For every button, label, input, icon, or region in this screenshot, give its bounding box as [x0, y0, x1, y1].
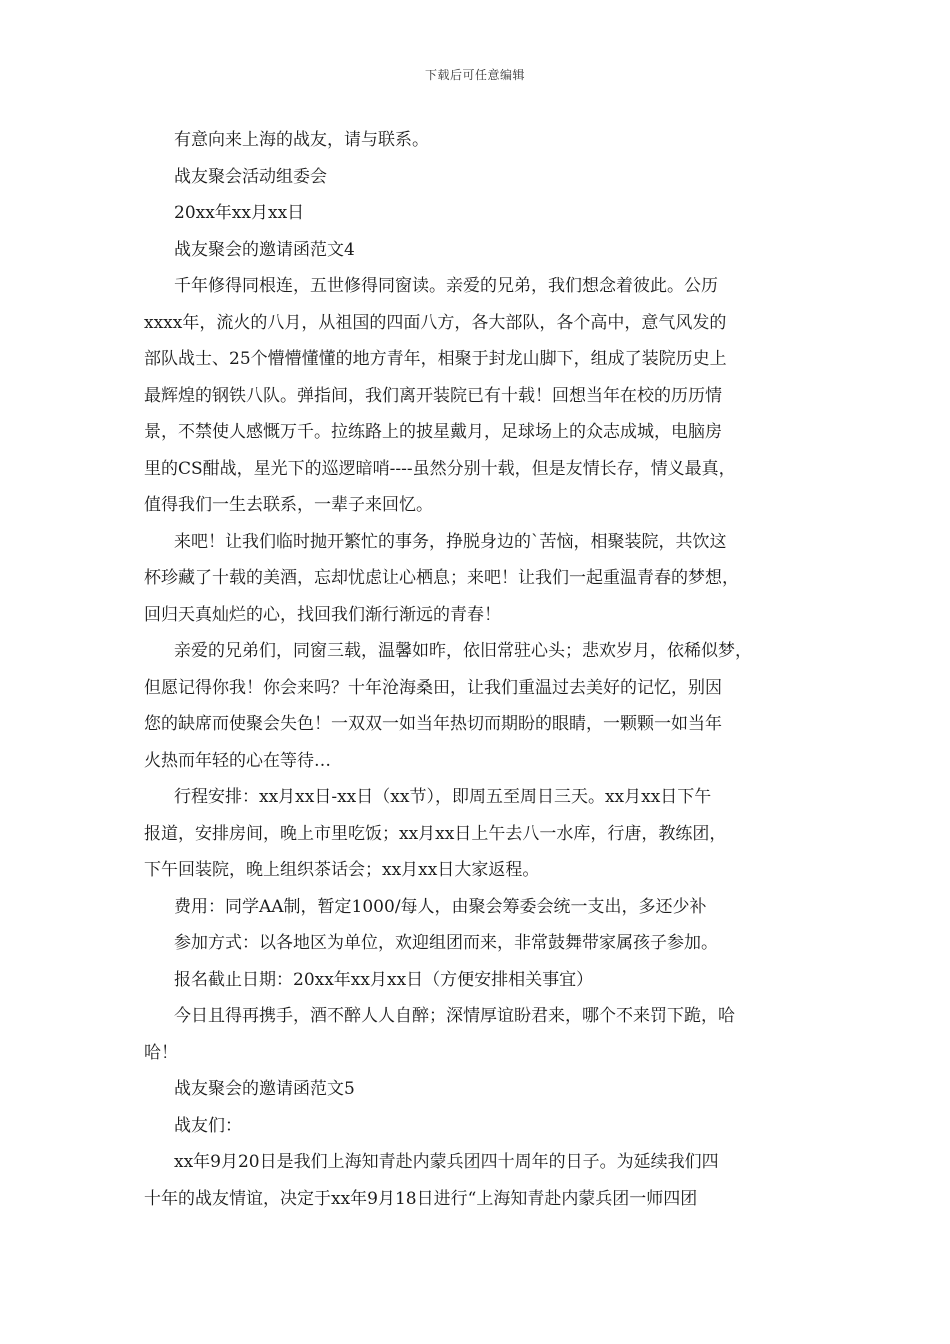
paragraph-line: 哈！	[144, 1042, 178, 1063]
text-line: 20xx年xx月xx日	[174, 203, 305, 223]
paragraph-line: 下午回装院，晚上组织茶话会；xx月xx日大家返程。	[144, 860, 540, 880]
paragraph-line: 杯珍藏了十载的美酒，忘却忧虑让心栖息；来吧！让我们一起重温青春的梦想，	[144, 568, 739, 588]
text-line: 战友聚会活动组委会	[174, 166, 327, 187]
paragraph-line: 回归天真灿烂的心，找回我们渐行渐远的青春！	[144, 604, 501, 625]
paragraph-line: xxxx年，流火的八月，从祖国的四面八方，各大部队，各个高中，意气风发的	[144, 312, 727, 333]
text-line: 战友聚会的邀请函范文4	[174, 239, 355, 260]
paragraph	[144, 633, 812, 779]
text-line: 报名截止日期：20xx年xx月xx日（方便安排相关事宜）	[174, 969, 594, 990]
paragraph	[144, 779, 812, 889]
text-line: 有意向来上海的战友，请与联系。	[174, 130, 429, 150]
paragraph-line: 您的缺席而使聚会失色！一双双一如当年热切而期盼的眼睛，一颗颗一如当年	[144, 714, 722, 734]
paragraph-line: 但愿记得你我！你会来吗？十年沧海桑田，让我们重温过去美好的记忆，别因	[144, 677, 722, 698]
document-body	[144, 122, 812, 1217]
paragraph-line: 今日且得再携手，酒不醉人人自醉；深情厚谊盼君来，哪个不来罚下跪，哈	[174, 1006, 735, 1026]
paragraph-line: 火热而年轻的心在等待…	[144, 750, 331, 771]
text-line: 参加方式：以各地区为单位，欢迎组团而来，非常鼓舞带家属孩子参加。	[174, 933, 718, 953]
paragraph-line: 部队战士、25个懵懵懂懂的地方青年，相聚于封龙山脚下，组成了装院历史上	[144, 349, 727, 369]
paragraph-line: 行程安排：xx月xx日-xx日（xx节），即周五至周日三天。xx月xx日下午	[174, 787, 712, 807]
paragraph	[144, 524, 812, 634]
paragraph-line: 千年修得同根连，五世修得同窗读。亲爱的兄弟，我们想念着彼此。公历	[174, 276, 718, 296]
paragraph	[144, 1144, 812, 1217]
paragraph-line: 值得我们一生去联系，一辈子来回忆。	[144, 495, 433, 515]
text-line: 战友们：	[174, 1115, 242, 1136]
paragraph-line: 景，不禁使人感慨万千。拉练路上的披星戴月，足球场上的众志成城，电脑房	[144, 422, 722, 442]
text-line: 战友聚会的邀请函范文5	[174, 1079, 355, 1099]
paragraph-line: 最辉煌的钢铁八队。弹指间，我们离开装院已有十载！回想当年在校的历历情	[144, 385, 722, 406]
paragraph-line: 里的CS酣战，星光下的巡逻暗哨----虽然分别十载，但是友情长存，情义最真，	[144, 458, 736, 479]
paragraph	[144, 998, 812, 1071]
paragraph-line: 来吧！让我们临时抛开繁忙的事务，挣脱身边的`苦恼，相聚装院，共饮这	[174, 531, 727, 552]
page-header: 下载后可任意编辑	[424, 68, 525, 82]
paragraph-line: 亲爱的兄弟们，同窗三载，温馨如昨，依旧常驻心头；悲欢岁月，依稀似梦，	[174, 641, 752, 661]
paragraph-line: 报道，安排房间，晚上市里吃饭；xx月xx日上午去八一水库，行唐，教练团，	[144, 823, 727, 844]
paragraph-line: 十年的战友情谊，决定于xx年9月18日进行“上海知青赴内蒙兵团一师四团	[144, 1188, 698, 1209]
paragraph	[144, 268, 812, 524]
text-line: 费用：同学AA制，暂定1000/每人，由聚会筹委会统一支出，多还少补	[174, 896, 707, 917]
paragraph-line: xx年9月20日是我们上海知青赴内蒙兵团四十周年的日子。为延续我们四	[174, 1152, 719, 1172]
